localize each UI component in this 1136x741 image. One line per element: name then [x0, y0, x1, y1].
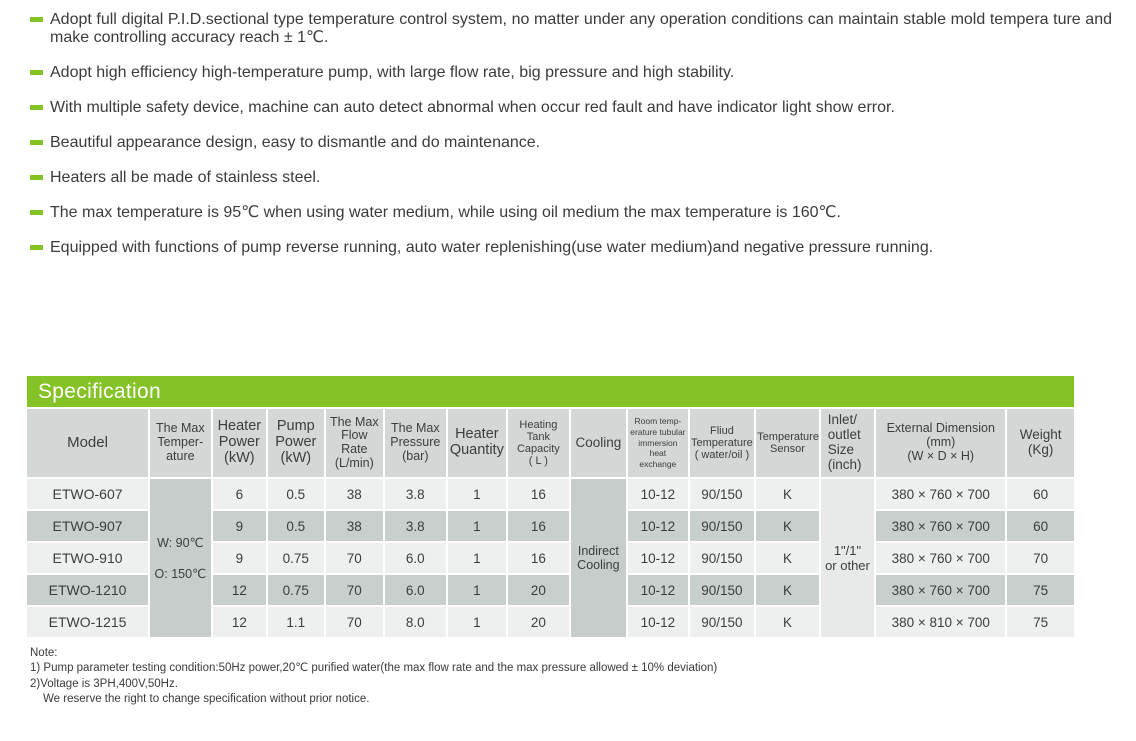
flow-rate-cell: 70	[326, 543, 384, 573]
feature-text: Adopt high efficiency high-temperature pump, with large flow rate, big pressure and high stability.	[50, 64, 735, 81]
sensor-cell: K	[756, 479, 819, 509]
col-header-inlet-outlet-size	[821, 409, 874, 477]
feature-text: With multiple safety device, machine can auto detect abnormal when occur red fault and have indicator light show error.	[50, 99, 895, 116]
pump-power-cell: 0.5	[268, 511, 323, 541]
dimension-cell: 380 × 760 × 700	[876, 543, 1005, 573]
pump-power-cell: 1.1	[268, 607, 323, 637]
model-cell: ETWO-907	[27, 511, 148, 541]
feature-item	[30, 134, 1112, 152]
header-line: (W × D × H)	[907, 448, 975, 463]
header-line: (inch)	[827, 456, 862, 472]
header-line: Capacity	[516, 443, 560, 455]
feature-item	[30, 239, 1112, 257]
header-line: immersion heat	[638, 437, 678, 459]
specification-title: Specification	[38, 379, 161, 403]
feature-text: Equipped with functions of pump reverse running, auto water replenishing(use water medium)and negative pressure running.	[50, 239, 934, 256]
fluid-temp-cell: 90/150	[690, 607, 755, 637]
bullet-dash-icon	[30, 210, 43, 215]
header-line: Inlet/	[827, 412, 858, 428]
pressure-cell: 8.0	[385, 607, 446, 637]
feature-text: Heaters all be made of stainless steel.	[50, 169, 321, 186]
tank-capacity-cell: 20	[508, 575, 569, 605]
sensor-cell: K	[756, 575, 819, 605]
col-header-weight	[1007, 409, 1074, 477]
flow-rate-cell: 70	[326, 575, 384, 605]
cell-line: W: 90℃	[157, 536, 204, 550]
flow-rate-cell: 38	[326, 479, 384, 509]
note-line: We reserve the right to change specification without prior notice.	[43, 693, 370, 706]
feature-text: Beautiful appearance design, easy to dismantle and do maintenance.	[50, 134, 541, 151]
col-header-model	[27, 409, 148, 477]
header-line: The Max	[390, 421, 440, 436]
feature-item	[30, 204, 1112, 222]
header-line: The Max	[329, 414, 379, 429]
weight-cell: 75	[1007, 575, 1074, 605]
heater-power-cell: 12	[213, 575, 266, 605]
header-line: The Max	[156, 421, 205, 436]
header-line: Temperature	[691, 436, 753, 449]
header-line: exchange	[639, 458, 677, 469]
notes-block	[27, 646, 1074, 708]
cell-line: or other	[825, 558, 870, 573]
header-line: Heater	[217, 418, 262, 435]
header-line: Temper-	[157, 435, 204, 450]
room-temp-cell: 10-12	[628, 511, 688, 541]
sensor-cell: K	[756, 543, 819, 573]
heater-power-cell: 12	[213, 607, 266, 637]
heater-power-cell: 9	[213, 543, 266, 573]
dimension-cell: 380 × 810 × 700	[876, 607, 1005, 637]
feature-text: The max temperature is 95℃ when using water medium, while using oil medium the max temperature is 160℃.	[50, 204, 841, 221]
header-line: Temperature	[757, 430, 819, 443]
header-line: Model	[67, 433, 108, 451]
cell-line: Cooling	[577, 558, 620, 572]
col-header-temperature-sensor	[756, 409, 819, 477]
model-cell: ETWO-1215	[27, 607, 148, 637]
header-line: (kW)	[224, 449, 255, 466]
dimension-cell: 380 × 760 × 700	[876, 511, 1005, 541]
cell-line: O: 150℃	[154, 567, 207, 581]
header-row	[27, 409, 1074, 477]
header-line: Heating	[519, 418, 558, 431]
fluid-temp-cell: 90/150	[690, 575, 755, 605]
col-header-flow-rate	[326, 409, 384, 477]
weight-cell: 60	[1007, 479, 1074, 509]
header-line: Pump	[276, 418, 315, 435]
col-header-heater-quantity	[448, 409, 507, 477]
col-header-fluid-temperature	[690, 409, 755, 477]
specification-table	[25, 407, 1076, 639]
heater-qty-cell: 1	[448, 479, 507, 509]
fluid-temp-cell: 90/150	[690, 543, 755, 573]
tank-capacity-cell: 16	[508, 511, 569, 541]
model-cell: ETWO-910	[27, 543, 148, 573]
note-line: 1) Pump parameter testing condition:50Hz power,20℃ purified water(the max flow rate and the max pressure allowed ± 10% deviation)	[30, 662, 718, 675]
header-line: Room temp-	[634, 416, 682, 427]
max-temp-merged-cell	[150, 479, 211, 637]
header-line: Pressure	[390, 435, 441, 450]
col-header-max-temperature	[150, 409, 211, 477]
room-temp-cell: 10-12	[628, 607, 688, 637]
sensor-cell: K	[756, 607, 819, 637]
header-line: (L/min)	[334, 455, 374, 470]
col-header-room-temp-exchange	[628, 409, 688, 477]
sensor-cell: K	[756, 511, 819, 541]
feature-text: Adopt full digital P.I.D.sectional type temperature control system, no matter under any operation conditions can maintain stable mold tempera ture and make controlling accuracy reach ± 1℃.	[50, 11, 1112, 46]
specification-section	[27, 376, 1074, 708]
header-line: (mm)	[926, 435, 956, 450]
feature-item	[30, 99, 1112, 117]
heater-qty-cell: 1	[448, 543, 507, 573]
flow-rate-cell: 38	[326, 511, 384, 541]
cell-line: 1"/1"	[833, 543, 862, 558]
header-line: erature tubular	[630, 427, 686, 438]
col-header-pump-power	[268, 409, 323, 477]
bullet-dash-icon	[30, 245, 43, 250]
header-line: Power	[218, 434, 260, 451]
header-line: Weight	[1019, 427, 1062, 443]
note-line: 2)Voltage is 3PH,400V,50Hz.	[30, 677, 178, 690]
pump-power-cell: 0.5	[268, 479, 323, 509]
feature-item	[30, 11, 1112, 47]
room-temp-cell: 10-12	[628, 479, 688, 509]
header-line: Tank	[526, 430, 550, 443]
pressure-cell: 6.0	[385, 543, 446, 573]
room-temp-cell: 10-12	[628, 575, 688, 605]
note-label: Note:	[30, 647, 58, 659]
room-temp-cell: 10-12	[628, 543, 688, 573]
header-line: Sensor	[770, 443, 805, 455]
pump-power-cell: 0.75	[268, 543, 323, 573]
pump-power-cell: 0.75	[268, 575, 323, 605]
flow-rate-cell: 70	[326, 607, 384, 637]
heater-qty-cell: 1	[448, 511, 507, 541]
model-cell: ETWO-1210	[27, 575, 148, 605]
col-header-pressure	[385, 409, 446, 477]
table-row	[27, 479, 1074, 509]
bullet-dash-icon	[30, 140, 43, 145]
header-line: External Dimension	[886, 421, 995, 436]
header-line: Cooling	[575, 434, 622, 450]
weight-cell: 60	[1007, 511, 1074, 541]
feature-item	[30, 64, 1112, 82]
col-header-external-dimension	[876, 409, 1005, 477]
heater-qty-cell: 1	[448, 575, 507, 605]
header-line: ( L )	[528, 455, 548, 468]
heater-qty-cell: 1	[448, 607, 507, 637]
fluid-temp-cell: 90/150	[690, 479, 755, 509]
header-line: (kW)	[280, 449, 312, 466]
header-line: Flow Rate	[341, 428, 368, 456]
header-line: (Kg)	[1027, 442, 1054, 457]
col-header-heater-power	[213, 409, 266, 477]
pressure-cell: 6.0	[385, 575, 446, 605]
bullet-dash-icon	[30, 175, 43, 180]
model-cell: ETWO-607	[27, 479, 148, 509]
header-line: ature	[166, 448, 195, 463]
header-line: Heater	[455, 426, 499, 443]
dimension-cell: 380 × 760 × 700	[876, 479, 1005, 509]
heater-power-cell: 6	[213, 479, 266, 509]
bullet-dash-icon	[30, 105, 43, 110]
header-line: outlet	[827, 427, 861, 443]
dimension-cell: 380 × 760 × 700	[876, 575, 1005, 605]
tank-capacity-cell: 16	[508, 543, 569, 573]
fluid-temp-cell: 90/150	[690, 511, 755, 541]
header-line: Size	[827, 442, 854, 457]
header-line: Fliud	[709, 424, 734, 437]
feature-list	[0, 0, 1136, 257]
specification-title-bar	[27, 376, 1074, 407]
header-line: Power	[275, 434, 317, 451]
header-line: Quantity	[449, 442, 504, 458]
header-line: ( water/oil )	[694, 449, 750, 462]
pressure-cell: 3.8	[385, 479, 446, 509]
bullet-dash-icon	[30, 70, 43, 75]
pressure-cell: 3.8	[385, 511, 446, 541]
tank-capacity-cell: 16	[508, 479, 569, 509]
heater-power-cell: 9	[213, 511, 266, 541]
cooling-merged-cell	[571, 479, 626, 637]
weight-cell: 75	[1007, 607, 1074, 637]
weight-cell: 70	[1007, 543, 1074, 573]
header-line: (bar)	[402, 448, 429, 463]
inlet-outlet-merged-cell	[821, 479, 874, 637]
feature-item	[30, 169, 1112, 187]
col-header-cooling	[571, 409, 626, 477]
tank-capacity-cell: 20	[508, 607, 569, 637]
cell-line: Indirect	[577, 544, 619, 558]
col-header-tank-capacity	[508, 409, 569, 477]
bullet-dash-icon	[30, 17, 43, 22]
